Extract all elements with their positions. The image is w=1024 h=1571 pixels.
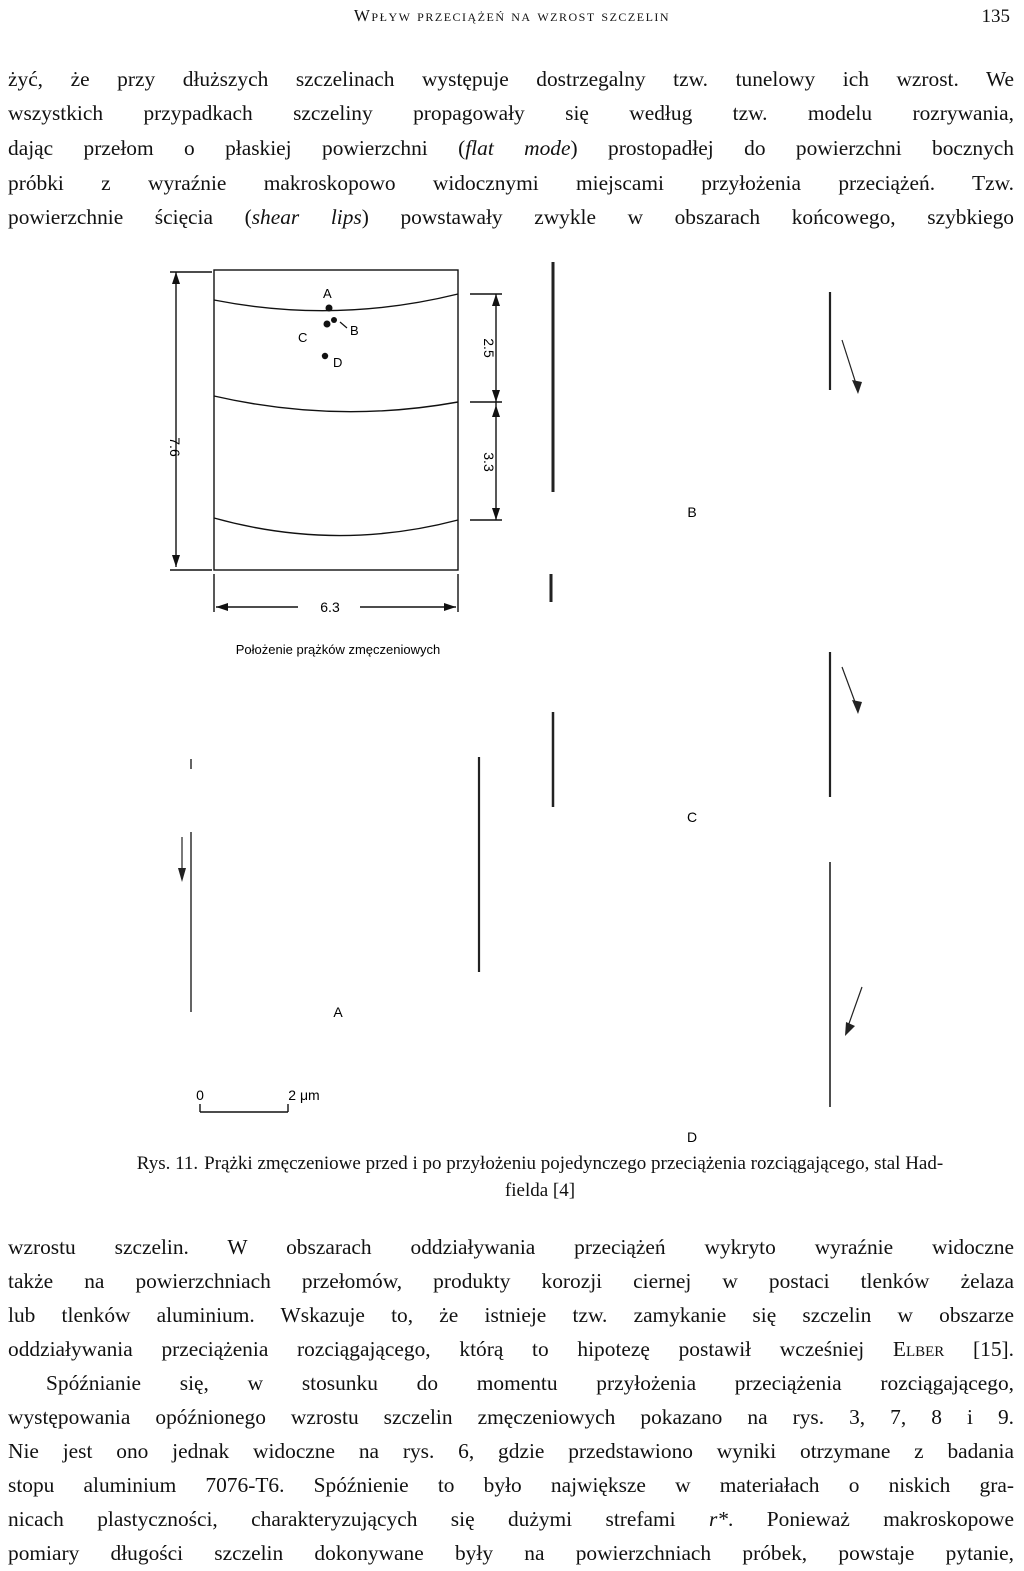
dimension-arrows (172, 272, 500, 611)
dim-upper-label: 2.5 (481, 338, 497, 358)
paragraph-line: żyć, że przy dłuższych szczelinach występuje dostrzegalny tzw. tunelowy ich wzrost. We (8, 67, 1014, 91)
paragraph-line: wzrostu szczelin. W obszarach oddziaływania przeciążeń wykryto wyraźnie widoczne (8, 1235, 1014, 1259)
striation-line-2 (214, 396, 458, 412)
paragraph-line: nicach plastyczności, charakteryzujących się dużymi strefami r*. Ponieważ makroskopowe (8, 1507, 1014, 1531)
specimen-outline (214, 270, 458, 570)
micrograph-arrowheads (178, 380, 862, 1036)
micrograph-label-b: B (687, 504, 697, 520)
striation-points (322, 305, 347, 360)
striation-line-3 (214, 518, 458, 536)
figure-11 (0, 262, 1024, 1152)
point-b-label: B (350, 323, 359, 338)
term-shear-lips: shear lips (251, 205, 362, 229)
paragraph-line: powierzchnie ścięcia (shear lips) powstawały zwykle w obszarach końcowego, szybkiego (8, 205, 1014, 229)
point-a-dot (326, 305, 333, 312)
caption-label: Rys. 11. (136, 1153, 199, 1174)
paragraph-line: dając przełom o płaskiej powierzchni (flat mode) prostopadłej do powierzchni bocznych (8, 136, 1014, 160)
paragraph-line: stopu aluminium 7076-T6. Spóźnienie to było największe w materiałach o niskich gra- (8, 1473, 1014, 1497)
term-flat-mode: flat mode (465, 136, 571, 160)
running-title: Wpływ przeciążeń na wzrost szczelin (353, 6, 671, 25)
paragraph-line: oddziaływania przeciążenia rozciągającego, którą to hipotezę postawił wcześniej Elber [15]. (8, 1337, 1014, 1361)
paragraph-line: pomiary długości szczelin dokonywane były na powierzchniach próbek, powstaje pytanie, (8, 1541, 1014, 1565)
paragraph-line: Nie jest ono jednak widoczne na rys. 6, gdzie przedstawiono wyniki otrzymane z badania (8, 1439, 1014, 1463)
point-c-dot (324, 321, 331, 328)
micrograph (182, 262, 862, 1107)
micrograph-label-d: D (686, 1129, 698, 1145)
micrograph-label-a: A (333, 1004, 343, 1020)
schematic-caption: Położenie prążków zmęczeniowych (235, 642, 441, 657)
page-number: 135 (981, 6, 1010, 27)
caption-text-line2: fielda [4] (504, 1180, 576, 1201)
dim-lower-label: 3.3 (481, 452, 497, 472)
micrograph-label-c: C (686, 809, 698, 825)
paragraph-line: lub tlenków aluminium. Wskazuje to, że istnieje tzw. zamykanie się szczelin w obszarze (8, 1303, 1014, 1327)
dim-width-label: 6.3 (320, 599, 340, 615)
figure-caption (60, 1150, 1020, 1204)
point-b-dot (331, 317, 337, 323)
point-d-label: D (333, 355, 343, 370)
page-header (0, 6, 1024, 36)
paragraph-line: Spóźnianie się, w stosunku do momentu przyłożenia przeciążenia rozciągającego, (46, 1371, 1014, 1395)
paragraph-line: wszystkich przypadkach szczeliny propagowały się według tzw. modelu rozrywania, (8, 101, 1014, 125)
paragraph-line: także na powierzchniach przełomów, produkty korozji ciernej w postaci tlenków żelaza (8, 1269, 1014, 1293)
scale-bar-start: 0 (196, 1087, 204, 1103)
point-c-label: C (298, 330, 308, 345)
author-elber: Elber (892, 1337, 945, 1361)
dim-height-label: 7.6 (167, 437, 183, 457)
symbol-r-star: r* (708, 1507, 729, 1531)
scale-bar (200, 1104, 288, 1112)
caption-text: Prążki zmęczeniowe przed i po przyłożeniu pojedynczego przeciążenia rozciągającego, stal Had- (204, 1153, 944, 1174)
paragraph-line: próbki z wyraźnie makroskopowo widocznymi miejscami przyłożenia przeciążeń. Tzw. (8, 171, 1014, 195)
point-a-label: A (323, 286, 332, 301)
point-d-dot (322, 353, 328, 359)
paragraph-line: występowania opóźnionego wzrostu szczelin zmęczeniowych pokazano na rys. 3, 7, 8 i 9. (8, 1405, 1014, 1429)
scale-bar-end: 2 μm (288, 1087, 320, 1103)
striation-line-1 (214, 294, 458, 311)
